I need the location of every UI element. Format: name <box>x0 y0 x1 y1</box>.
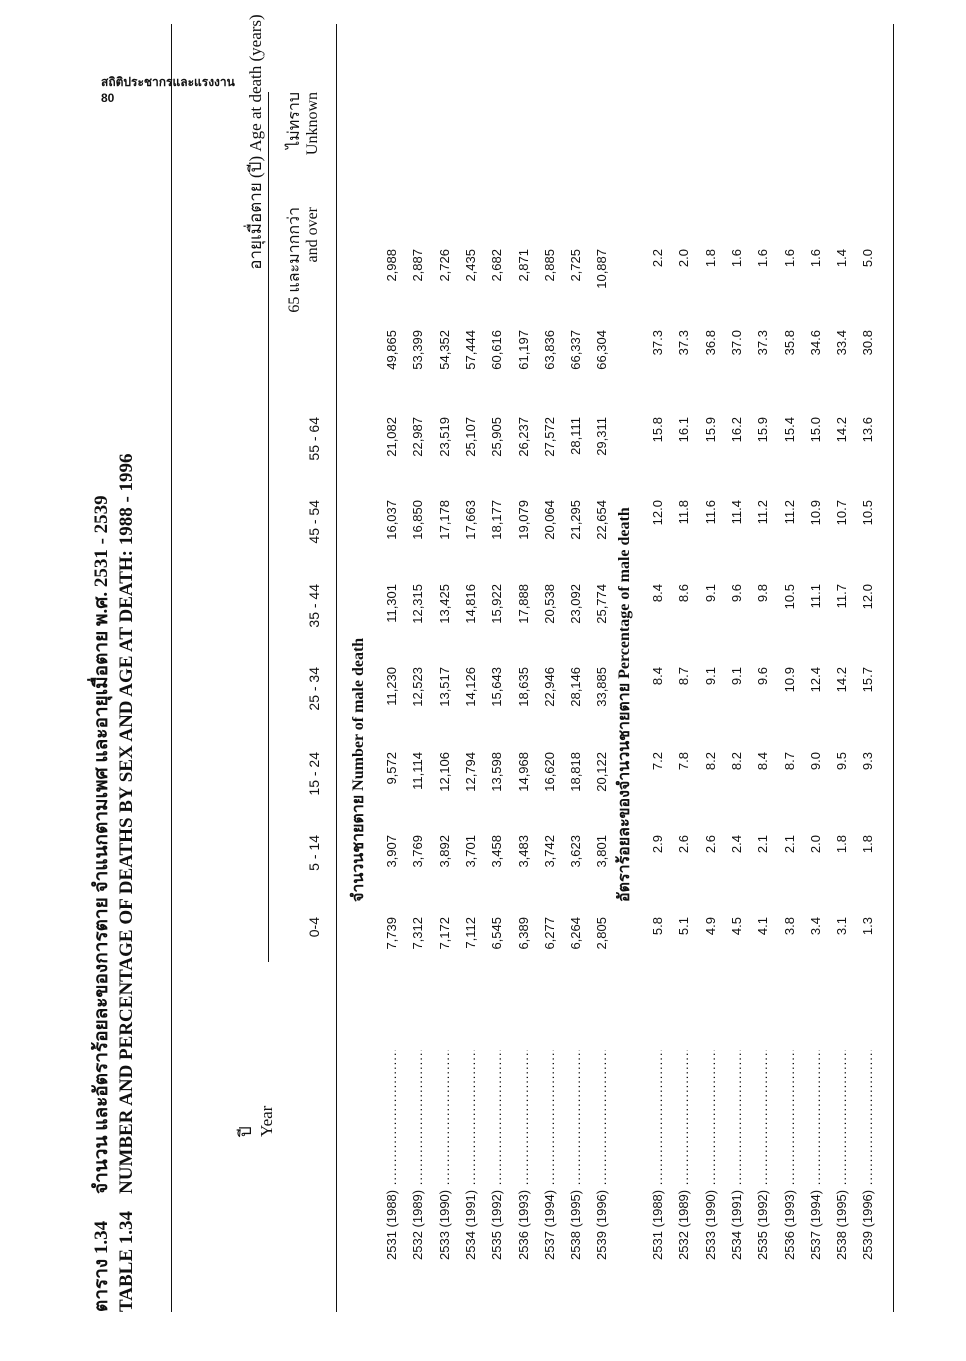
table-cell: 20,538 <box>541 584 557 624</box>
column-header: 15 - 24 <box>306 752 322 796</box>
table-cell: 1.8 <box>860 835 876 854</box>
table-cell: 3,458 <box>489 835 505 868</box>
table-cell: 16,620 <box>541 752 557 792</box>
table-cell: 2.1 <box>755 835 771 854</box>
table-row <box>410 22 436 1312</box>
row-year: 2537 (1994) ..... <box>542 1050 557 1260</box>
table-cell: 11.4 <box>728 500 744 525</box>
row-year: 2534 (1991) ..... <box>729 1050 744 1260</box>
column-header: 25 - 34 <box>306 667 322 711</box>
table-cell: 2.6 <box>702 835 718 854</box>
table-cell: 11.1 <box>807 584 823 609</box>
table-cell: 66,304 <box>594 330 610 370</box>
table-cell: 3,801 <box>594 835 610 868</box>
table-row <box>729 22 755 1312</box>
table-cell: 60,616 <box>489 330 505 370</box>
table-cell: 26,237 <box>515 417 531 457</box>
table-cell: 2,435 <box>462 249 478 282</box>
table-cell: 2.4 <box>728 835 744 854</box>
table-cell: 13,425 <box>436 584 452 624</box>
table-cell: 11.6 <box>702 500 718 525</box>
column-header: 55 - 64 <box>306 417 322 461</box>
col-unknown-english: Unknown <box>304 92 321 156</box>
thai-title <box>86 495 116 1312</box>
table-row <box>568 22 594 1312</box>
table-cell: 17,663 <box>462 500 478 540</box>
table-cell: 63,836 <box>541 330 557 370</box>
row-year: 2533 (1990) ..... <box>437 1050 452 1260</box>
table-cell: 11.8 <box>676 500 692 525</box>
table-cell: 33,885 <box>594 667 610 707</box>
table-cell: 13.6 <box>860 417 876 443</box>
row-year: 2535 (1992) ..... <box>755 1050 770 1260</box>
year-header-thai: ปี <box>236 1126 255 1137</box>
table-cell: 8.2 <box>728 752 744 771</box>
table-cell: 19,079 <box>515 500 531 540</box>
table-cell: 10.5 <box>781 584 797 610</box>
table-row <box>860 22 886 1312</box>
table-cell: 4.1 <box>755 917 771 936</box>
table-cell: 9,572 <box>384 752 399 785</box>
table-cell: 8.7 <box>781 752 797 771</box>
table-cell: 66,337 <box>568 330 584 370</box>
row-year: 2539 (1996) ..... <box>594 1050 609 1260</box>
table-cell: 10.9 <box>807 500 823 526</box>
column-header: 5 - 14 <box>306 835 322 871</box>
table-cell: 10.9 <box>781 667 797 693</box>
table-cell: 1.6 <box>755 249 771 268</box>
table-cell: 18,635 <box>515 667 531 707</box>
rotated-table-page <box>80 14 960 1312</box>
table-cell: 16.2 <box>728 417 744 443</box>
table-cell: 12,794 <box>462 752 478 792</box>
table-cell: 17,178 <box>436 500 452 540</box>
row-year: 2536 (1993) ..... <box>782 1050 797 1260</box>
table-cell: 17,888 <box>515 584 531 624</box>
table-cell: 20,122 <box>594 752 610 792</box>
table-cell: 2,725 <box>568 249 584 282</box>
table-bottom-rule <box>893 24 894 1312</box>
table-row <box>676 22 702 1312</box>
table-cell: 14.2 <box>834 667 850 693</box>
table-cell: 11.2 <box>755 500 771 525</box>
table-row <box>542 22 568 1312</box>
age-at-death-header: อายุเมื่อตาย (ปี) Age at death (years) <box>246 14 265 270</box>
table-cell: 37.3 <box>650 330 665 356</box>
table-cell: 15.7 <box>860 667 876 693</box>
row-year: 2533 (1990) ..... <box>703 1050 718 1260</box>
table-cell: 9.8 <box>755 584 771 603</box>
row-year: 2532 (1989) ..... <box>676 1050 691 1260</box>
table-cell: 3.4 <box>807 917 823 936</box>
table-cell: 22,987 <box>410 417 426 457</box>
table-row <box>782 22 808 1312</box>
table-cell: 1.6 <box>807 249 823 268</box>
table-cell: 9.5 <box>834 752 850 771</box>
table-cell: 9.3 <box>860 752 876 771</box>
table-cell: 15.0 <box>807 417 823 443</box>
table-cell: 9.1 <box>702 667 718 686</box>
table-cell: 14,126 <box>462 667 478 707</box>
row-year: 2538 (1995) ..... <box>834 1050 849 1260</box>
table-cell: 1.8 <box>834 835 850 854</box>
table-cell: 6,264 <box>568 917 584 950</box>
table-cell: 1.4 <box>834 249 850 268</box>
table-cell: 10.7 <box>834 500 850 526</box>
table-cell: 7.2 <box>650 752 665 771</box>
table-cell: 1.6 <box>781 249 797 268</box>
table-cell: 9.1 <box>728 667 744 686</box>
book-title: สถิติประชากรและแรงงาน <box>101 75 235 89</box>
table-cell: 12.0 <box>650 500 665 526</box>
section-title: จำนวนชายตาย Number of male death <box>350 637 367 902</box>
table-cell: 8.4 <box>755 752 771 771</box>
table-cell: 7,172 <box>436 917 452 950</box>
table-cell: 3,701 <box>462 835 478 868</box>
table-cell: 10,887 <box>594 249 610 289</box>
table-top-rule <box>171 24 172 1312</box>
table-row <box>489 22 515 1312</box>
english-table-label: TABLE 1.34 <box>116 1210 137 1312</box>
table-cell: 11,114 <box>410 752 426 790</box>
table-cell: 29,311 <box>594 417 610 456</box>
table-cell: 8.4 <box>650 584 665 603</box>
table-cell: 30.8 <box>860 330 876 356</box>
table-cell: 25,905 <box>489 417 505 457</box>
table-cell: 2.2 <box>650 249 665 268</box>
table-cell: 7.8 <box>676 752 692 771</box>
table-cell: 22,654 <box>594 500 610 540</box>
table-cell: 3,907 <box>384 835 399 868</box>
table-cell: 2,726 <box>436 249 452 282</box>
table-cell: 6,277 <box>541 917 557 950</box>
table-cell: 54,352 <box>436 330 452 370</box>
thai-table-label: ตาราง 1.34 <box>91 1220 112 1312</box>
table-cell: 2,988 <box>384 249 399 282</box>
table-cell: 49,865 <box>384 330 399 370</box>
col-65-thai: 65 และมากกว่า <box>286 207 303 313</box>
table-cell: 15,922 <box>489 584 505 624</box>
table-cell: 18,818 <box>568 752 584 792</box>
table-cell: 8.6 <box>676 584 692 603</box>
table-cell: 37.3 <box>676 330 692 356</box>
row-year: 2535 (1992) ..... <box>489 1050 504 1260</box>
table-cell: 25,774 <box>594 584 610 624</box>
table-cell: 14,816 <box>462 584 478 624</box>
table-cell: 3.1 <box>834 917 850 936</box>
table-cell: 13,598 <box>489 752 505 792</box>
table-cell: 8.7 <box>676 667 692 686</box>
table-cell: 34.6 <box>807 330 823 356</box>
table-cell: 25,107 <box>462 417 478 457</box>
table-cell: 9.1 <box>702 584 718 603</box>
table-cell: 11.7 <box>834 584 850 609</box>
table-cell: 9.6 <box>755 667 771 686</box>
row-year: 2539 (1996) ..... <box>860 1050 875 1260</box>
column-header: 35 - 44 <box>306 584 322 628</box>
table-cell: 7,739 <box>384 917 399 950</box>
table-cell: 3,483 <box>515 835 531 868</box>
table-cell: 5.1 <box>676 917 692 936</box>
table-row <box>834 22 860 1312</box>
table-cell: 1.8 <box>702 249 718 268</box>
table-row <box>755 22 781 1312</box>
table-cell: 2.6 <box>676 835 692 854</box>
table-cell: 12.0 <box>860 584 876 610</box>
page-number: 80 <box>101 91 115 105</box>
table-cell: 28,111 <box>568 417 584 455</box>
table-cell: 11.2 <box>781 500 797 525</box>
age-header-rule <box>268 92 269 962</box>
table-cell: 6,545 <box>489 917 505 950</box>
table-cell: 9.0 <box>807 752 823 771</box>
table-cell: 53,399 <box>410 330 426 370</box>
table-cell: 4.5 <box>728 917 744 936</box>
table-row <box>650 22 676 1312</box>
table-cell: 33.4 <box>834 330 850 356</box>
table-cell: 12,106 <box>436 752 452 792</box>
table-cell: 12,523 <box>410 667 426 707</box>
table-cell: 1.3 <box>860 917 876 936</box>
table-row <box>808 22 834 1312</box>
english-table-title: NUMBER AND PERCENTAGE OF DEATHS BY SEX AND AGE AT DEATH: 1988 - 1996 <box>116 453 137 1194</box>
table-cell: 16,850 <box>410 500 426 540</box>
col-65-english: and over <box>304 207 321 263</box>
table-cell: 13,517 <box>436 667 452 707</box>
table-cell: 7,312 <box>410 917 426 950</box>
table-cell: 2.0 <box>807 835 823 854</box>
row-year: 2534 (1991) ..... <box>463 1050 478 1260</box>
column-header: 0-4 <box>306 917 322 938</box>
table-cell: 3.8 <box>781 917 797 936</box>
table-cell: 15.4 <box>781 417 797 443</box>
row-year: 2538 (1995) ..... <box>568 1050 583 1260</box>
table-cell: 3,742 <box>541 835 557 868</box>
table-cell: 2.9 <box>650 835 665 854</box>
english-title <box>116 453 138 1312</box>
table-row <box>463 22 489 1312</box>
table-cell: 57,444 <box>462 330 478 370</box>
table-cell: 3,892 <box>436 835 452 868</box>
row-year: 2531 (1988) ..... <box>384 1050 399 1260</box>
table-cell: 11,301 <box>384 584 399 623</box>
table-row <box>437 22 463 1312</box>
table-row <box>384 22 410 1312</box>
thai-table-title: จำนวน และอัตราร้อยละของการตาย จำแนกตามเพศ และอายุเมื่อตาย พ.ศ. 2531 - 2539 <box>91 495 112 1194</box>
table-cell: 1.6 <box>728 249 744 268</box>
table-cell: 2,682 <box>489 249 505 282</box>
table-cell: 12.4 <box>807 667 823 693</box>
table-cell: 21,082 <box>384 417 399 457</box>
table-cell: 28,146 <box>568 667 584 707</box>
table-cell: 12,315 <box>410 584 426 624</box>
table-cell: 5.8 <box>650 917 665 936</box>
table-cell: 6,389 <box>515 917 531 950</box>
table-cell: 3,623 <box>568 835 584 868</box>
row-year: 2531 (1988) ..... <box>650 1050 665 1260</box>
header-bottom-rule <box>336 24 337 1312</box>
table-cell: 37.3 <box>755 330 771 356</box>
table-cell: 27,572 <box>541 417 557 457</box>
table-cell: 16,037 <box>384 500 399 540</box>
table-cell: 15,643 <box>489 667 505 707</box>
table-cell: 61,197 <box>515 330 531 370</box>
table-cell: 2.0 <box>676 249 692 268</box>
table-cell: 3,769 <box>410 835 426 868</box>
table-cell: 14,968 <box>515 752 531 792</box>
table-cell: 8.2 <box>702 752 718 771</box>
table-cell: 11,230 <box>384 667 399 706</box>
year-header-english: Year <box>257 1105 276 1137</box>
table-cell: 16.1 <box>676 417 692 443</box>
table-cell: 15.9 <box>702 417 718 443</box>
row-year: 2536 (1993) ..... <box>516 1050 531 1260</box>
table-cell: 23,092 <box>568 584 584 624</box>
table-cell: 18,177 <box>489 500 505 540</box>
section-title: อัตราร้อยละของจำนวนชายตาย Percentage of male death <box>616 507 633 902</box>
table-cell: 2,885 <box>541 249 557 282</box>
table-cell: 23,519 <box>436 417 452 457</box>
table-cell: 22,946 <box>541 667 557 707</box>
table-cell: 37.0 <box>728 330 744 356</box>
column-header: 45 - 54 <box>306 500 322 544</box>
table-cell: 15.9 <box>755 417 771 443</box>
col-unknown-thai: ไม่ทราบ <box>286 92 303 149</box>
table-cell: 2,805 <box>594 917 610 950</box>
row-year: 2537 (1994) ..... <box>808 1050 823 1260</box>
table-cell: 14.2 <box>834 417 850 443</box>
table-cell: 21,295 <box>568 500 584 540</box>
table-cell: 2.1 <box>781 835 797 854</box>
table-cell: 8.4 <box>650 667 665 686</box>
row-year: 2532 (1989) ..... <box>410 1050 425 1260</box>
table-cell: 5.0 <box>860 249 876 268</box>
table-cell: 10.5 <box>860 500 876 526</box>
table-row <box>703 22 729 1312</box>
table-cell: 2,871 <box>515 249 531 282</box>
table-cell: 2,887 <box>410 249 426 282</box>
table-cell: 9.6 <box>728 584 744 603</box>
table-cell: 7,112 <box>462 917 478 949</box>
table-cell: 4.9 <box>702 917 718 936</box>
table-cell: 20,064 <box>541 500 557 540</box>
table-row <box>516 22 542 1312</box>
table-cell: 15.8 <box>650 417 665 443</box>
table-cell: 36.8 <box>702 330 718 356</box>
table-cell: 35.8 <box>781 330 797 356</box>
